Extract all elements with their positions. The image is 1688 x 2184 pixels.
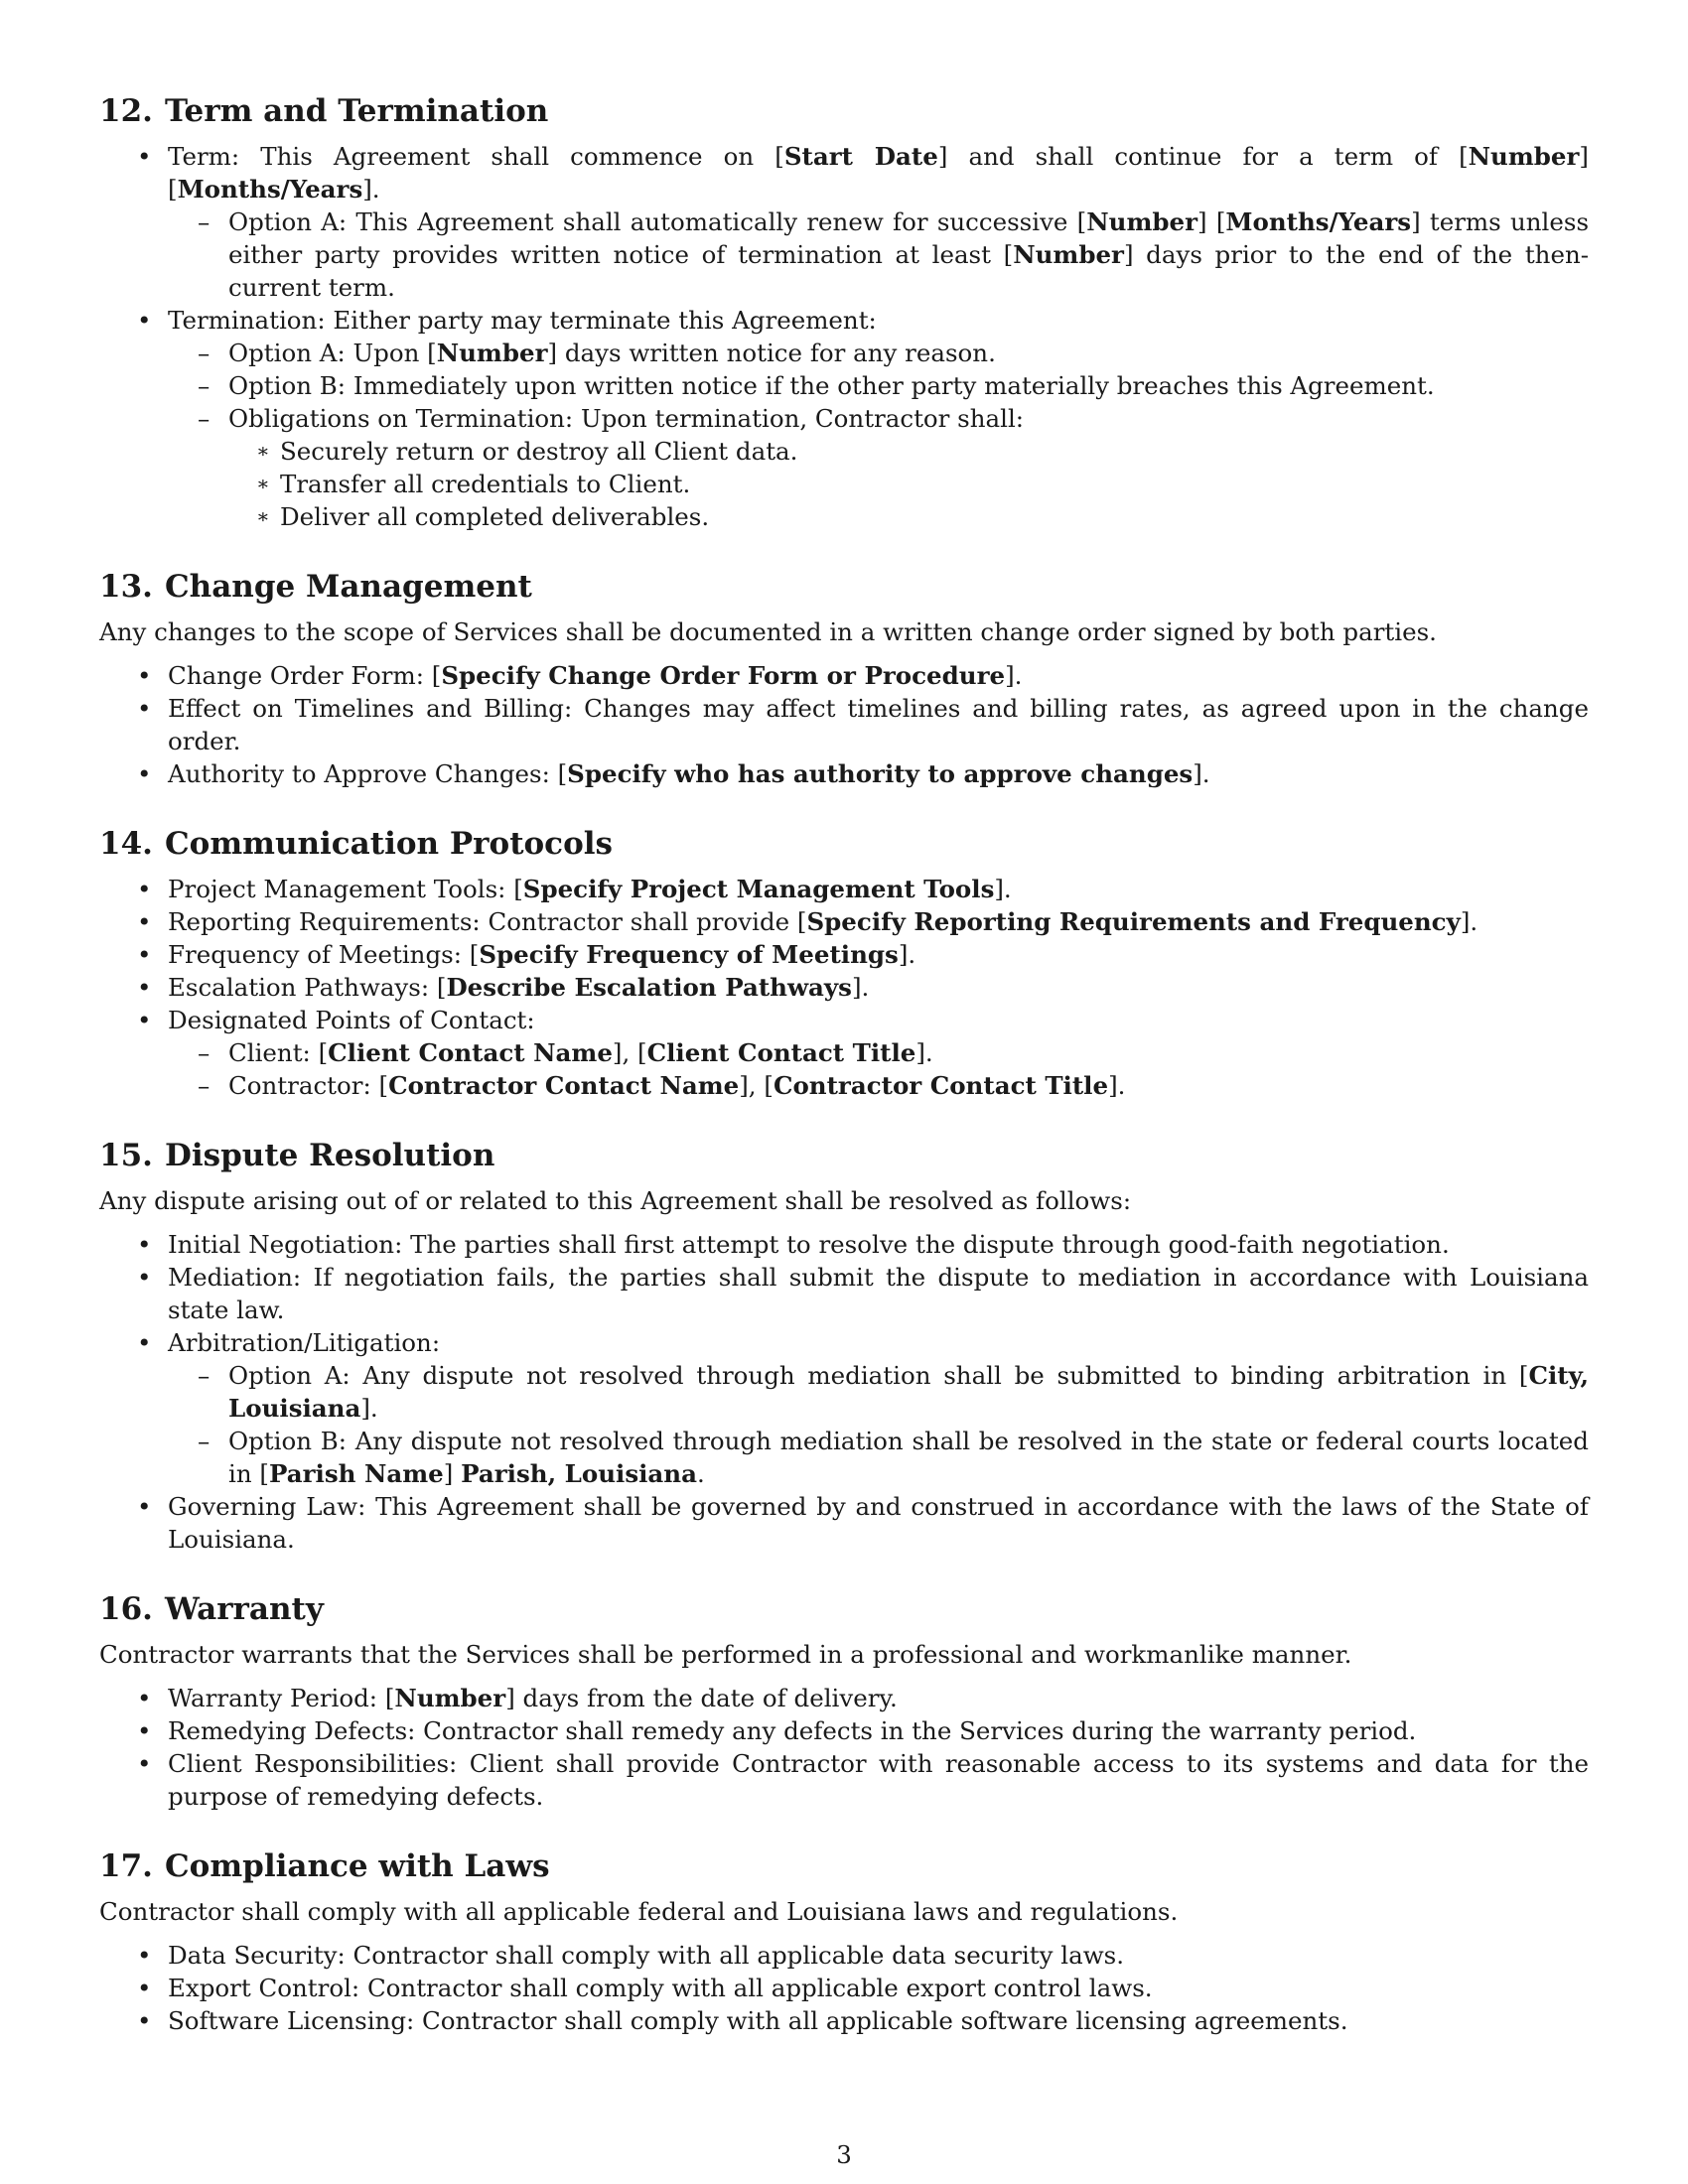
bullet-marker: • <box>137 1230 152 1259</box>
bullet-marker: • <box>137 1328 152 1357</box>
text-run: Option A: This Agreement shall automatically renew for successive [ <box>228 207 1087 236</box>
text-run: Frequency of Meetings: [ <box>168 940 480 969</box>
section-heading <box>99 91 1589 131</box>
section-intro: Any changes to the scope of Services shall be documented in a written change order signed by both parties. <box>99 617 1437 646</box>
bullet-list <box>99 1939 1589 2037</box>
dash-marker: – <box>198 1071 211 1100</box>
text-run: ] days prior to the end of the then-current term. <box>228 240 1590 302</box>
sub-list <box>168 337 1589 533</box>
section-heading <box>99 824 1589 864</box>
list-item-text <box>168 1682 1589 1714</box>
sub-list-item <box>168 1036 1589 1069</box>
list-item-text <box>168 1714 1589 1747</box>
sub-list-item-text <box>228 402 1589 435</box>
text-run: Option A: Upon [ <box>228 339 437 367</box>
section-number: 15. <box>99 1138 153 1173</box>
list-item <box>99 757 1589 790</box>
bullet-list <box>99 1228 1589 1556</box>
text-run: ] days written notice for any reason. <box>547 339 996 367</box>
text-run: ] and shall continue for a term of [ <box>937 142 1469 171</box>
sub-list-item-text <box>228 1036 1589 1069</box>
section-number: 16. <box>99 1591 153 1627</box>
bullet-marker: • <box>137 1716 152 1745</box>
list-item-text <box>168 1228 1589 1261</box>
bullet-marker: • <box>137 142 152 171</box>
sub-list-item <box>168 402 1589 533</box>
sub-sub-list <box>228 435 1589 533</box>
sub-list-item-text <box>228 369 1589 402</box>
placeholder-field: Number <box>436 339 548 367</box>
sub-sub-list-item-text <box>280 435 1589 468</box>
list-item-text <box>168 873 1589 905</box>
section-s15 <box>99 1136 1589 1556</box>
sub-list-item <box>168 1425 1589 1490</box>
sub-sub-list-item-text <box>280 500 1589 533</box>
bullet-list <box>99 140 1589 533</box>
dash-marker: – <box>198 371 211 400</box>
sub-list <box>168 1036 1589 1102</box>
asterisk-marker: ∗ <box>256 472 270 495</box>
section-title: Term and Termination <box>165 93 549 129</box>
section-s14 <box>99 824 1589 1102</box>
text-run: ]. <box>898 940 916 969</box>
text-run: ]. <box>1005 661 1023 690</box>
bullet-list <box>99 659 1589 790</box>
asterisk-marker: ∗ <box>256 439 270 463</box>
text-run: ] terms unless either party provides written notice of termination at least [ <box>228 207 1590 269</box>
text-run: Change Order Form: [ <box>168 661 442 690</box>
text-run: ] [ <box>168 142 1589 204</box>
bullet-marker: • <box>137 1006 152 1034</box>
text-run: Reporting Requirements: Contractor shall provide [ <box>168 907 807 936</box>
text-run: Designated Points of Contact: <box>168 1006 535 1034</box>
placeholder-field: Number <box>394 1684 506 1712</box>
text-run: ]. <box>360 1394 378 1423</box>
placeholder-field: Number <box>1468 142 1580 171</box>
section-title: Dispute Resolution <box>165 1138 495 1173</box>
sub-list-item <box>168 369 1589 402</box>
sub-list <box>168 1359 1589 1490</box>
document-page <box>99 91 1589 2071</box>
page-number: 3 <box>836 2140 852 2169</box>
text-run: Option B: Immediately upon written notice if the other party materially breaches this Agreement. <box>228 371 1435 400</box>
section-title: Communication Protocols <box>165 826 613 862</box>
placeholder-field: Specify who has authority to approve changes <box>567 759 1194 788</box>
sub-list-item <box>168 1069 1589 1102</box>
list-item <box>99 1261 1589 1326</box>
text-run: Option B: Any dispute not resolved through mediation shall be resolved in the state or federal courts located in [ <box>228 1427 1589 1488</box>
list-item-text <box>168 304 1589 337</box>
text-run: Transfer all credentials to Client. <box>280 470 691 498</box>
text-run: ] <box>443 1459 462 1488</box>
placeholder-field: City, Louisiana <box>228 1361 1589 1423</box>
section-title: Warranty <box>165 1591 324 1627</box>
list-item-text <box>168 659 1589 692</box>
text-run: Client Responsibilities: Client shall provide Contractor with reasonable access to its systems and data for the purpose of remedying defects. <box>168 1749 1589 1811</box>
sub-list-item <box>168 205 1589 304</box>
text-run: Effect on Timelines and Billing: Changes may affect timelines and billing rates, as agreed upon in the change order. <box>168 694 1589 755</box>
bullet-marker: • <box>137 973 152 1002</box>
placeholder-field: Specify Reporting Requirements and Frequency <box>806 907 1461 936</box>
text-run: Warranty Period: [ <box>168 1684 395 1712</box>
placeholder-field: Client Contact Title <box>646 1038 916 1067</box>
bullet-marker: • <box>137 1492 152 1521</box>
dash-marker: – <box>198 339 211 367</box>
list-item <box>99 1714 1589 1747</box>
section-s12 <box>99 91 1589 533</box>
bullet-marker: • <box>137 694 152 723</box>
section-heading <box>99 1136 1589 1175</box>
text-run: Data Security: Contractor shall comply with all applicable data security laws. <box>168 1941 1125 1970</box>
bullet-marker: • <box>137 1974 152 2002</box>
list-item-text <box>168 1972 1589 2004</box>
sub-list <box>168 205 1589 304</box>
list-item-text <box>168 140 1589 205</box>
sub-list-item <box>168 337 1589 369</box>
text-run: Arbitration/Litigation: <box>168 1328 441 1357</box>
text-run: ] days from the date of delivery. <box>505 1684 898 1712</box>
section-number: 12. <box>99 93 153 129</box>
placeholder-field: Months/Years <box>1225 207 1412 236</box>
placeholder-field: Specify Change Order Form or Procedure <box>441 661 1006 690</box>
dash-marker: – <box>198 1361 211 1390</box>
text-run: Deliver all completed deliverables. <box>280 502 710 531</box>
list-item <box>99 304 1589 533</box>
text-run: Remedying Defects: Contractor shall remedy any defects in the Services during the warranty period. <box>168 1716 1417 1745</box>
section-s17 <box>99 1846 1589 2037</box>
text-run: Contractor: [ <box>228 1071 389 1100</box>
bullet-marker: • <box>137 940 152 969</box>
list-item <box>99 1004 1589 1102</box>
dash-marker: – <box>198 1427 211 1455</box>
section-heading <box>99 1589 1589 1629</box>
text-run: ]. <box>994 875 1012 903</box>
list-item-text <box>168 1004 1589 1036</box>
text-run: Governing Law: This Agreement shall be governed by and construed in accordance with the laws of the State of Louisiana. <box>168 1492 1589 1554</box>
dash-marker: – <box>198 1038 211 1067</box>
text-run: ] [ <box>1197 207 1226 236</box>
list-item-text <box>168 2004 1589 2037</box>
list-item <box>99 140 1589 304</box>
text-run: ]. <box>1460 907 1478 936</box>
placeholder-field: Contractor Contact Title <box>773 1071 1109 1100</box>
bullet-marker: • <box>137 1684 152 1712</box>
bullet-list <box>99 1682 1589 1813</box>
sub-list-item-text <box>228 1359 1589 1425</box>
list-item <box>99 659 1589 692</box>
bullet-marker: • <box>137 759 152 788</box>
placeholder-field: Specify Frequency of Meetings <box>479 940 899 969</box>
text-run: ], [ <box>739 1071 774 1100</box>
placeholder-field: Parish, Louisiana <box>461 1459 697 1488</box>
bullet-marker: • <box>137 661 152 690</box>
list-item <box>99 1939 1589 1972</box>
list-item <box>99 1490 1589 1556</box>
list-item <box>99 1228 1589 1261</box>
placeholder-field: Months/Years <box>177 175 363 204</box>
list-item <box>99 1747 1589 1813</box>
text-run: Termination: Either party may terminate this Agreement: <box>168 306 877 335</box>
list-item <box>99 905 1589 938</box>
sub-list-item-text <box>228 1069 1589 1102</box>
dash-marker: – <box>198 404 211 433</box>
section-heading <box>99 567 1589 607</box>
list-item <box>99 692 1589 757</box>
list-item-text <box>168 938 1589 971</box>
text-run: Initial Negotiation: The parties shall first attempt to resolve the dispute through good-faith negotiation. <box>168 1230 1450 1259</box>
bullet-marker: • <box>137 1941 152 1970</box>
list-item <box>99 938 1589 971</box>
bullet-marker: • <box>137 907 152 936</box>
text-run: Export Control: Contractor shall comply with all applicable export control laws. <box>168 1974 1153 2002</box>
text-run: Escalation Pathways: [ <box>168 973 447 1002</box>
placeholder-field: Client Contact Name <box>328 1038 613 1067</box>
sub-list-item-text <box>228 205 1589 304</box>
sub-sub-list-item <box>228 500 1589 533</box>
text-run: Securely return or destroy all Client data. <box>280 437 798 466</box>
bullet-marker: • <box>137 306 152 335</box>
list-item <box>99 1326 1589 1490</box>
text-run: ]. <box>362 175 380 204</box>
list-item <box>99 873 1589 905</box>
sub-sub-list-item <box>228 468 1589 500</box>
text-run: ]. <box>915 1038 933 1067</box>
text-run: Term: This Agreement shall commence on [ <box>168 142 784 171</box>
text-run: Software Licensing: Contractor shall comply with all applicable software licensing agreements. <box>168 2006 1348 2035</box>
text-run: ], [ <box>612 1038 647 1067</box>
section-number: 17. <box>99 1848 153 1884</box>
list-item-text <box>168 971 1589 1004</box>
bullet-marker: • <box>137 1263 152 1292</box>
bullet-marker: • <box>137 2006 152 2035</box>
text-run: Client: [ <box>228 1038 329 1067</box>
section-number: 13. <box>99 569 153 605</box>
bullet-marker: • <box>137 875 152 903</box>
placeholder-field: Specify Project Management Tools <box>522 875 995 903</box>
section-number: 14. <box>99 826 153 862</box>
list-item <box>99 1682 1589 1714</box>
section-s13 <box>99 567 1589 790</box>
text-run: ]. <box>1193 759 1210 788</box>
list-item-text <box>168 1939 1589 1972</box>
list-item-text <box>168 1490 1589 1556</box>
list-item-text <box>168 1261 1589 1326</box>
list-item-text <box>168 905 1589 938</box>
list-item-text <box>168 757 1589 790</box>
section-heading <box>99 1846 1589 1886</box>
bullet-marker: • <box>137 1749 152 1778</box>
text-run: Authority to Approve Changes: [ <box>168 759 568 788</box>
text-run: . <box>696 1459 705 1488</box>
text-run: Mediation: If negotiation fails, the parties shall submit the dispute to mediation in accordance with Louisiana state law. <box>168 1263 1589 1324</box>
list-item-text <box>168 692 1589 757</box>
list-item-text <box>168 1326 1589 1359</box>
sub-sub-list-item-text <box>280 468 1589 500</box>
placeholder-field: Describe Escalation Pathways <box>446 973 852 1002</box>
placeholder-field: Start Date <box>783 142 938 171</box>
placeholder-field: Number <box>1013 240 1124 269</box>
asterisk-marker: ∗ <box>256 504 270 528</box>
section-intro: Contractor warrants that the Services shall be performed in a professional and workmanlike manner. <box>99 1640 1352 1669</box>
list-item-text <box>168 1747 1589 1813</box>
placeholder-field: Parish Name <box>268 1459 444 1488</box>
placeholder-field: Number <box>1086 207 1198 236</box>
sub-list-item <box>168 1359 1589 1425</box>
text-run: Project Management Tools: [ <box>168 875 523 903</box>
text-run: Obligations on Termination: Upon termination, Contractor shall: <box>228 404 1025 433</box>
placeholder-field: Contractor Contact Name <box>388 1071 740 1100</box>
list-item <box>99 2004 1589 2037</box>
section-title: Change Management <box>165 569 532 605</box>
text-run: ]. <box>1108 1071 1126 1100</box>
section-intro: Contractor shall comply with all applicable federal and Louisiana laws and regulations. <box>99 1897 1179 1926</box>
list-item <box>99 1972 1589 2004</box>
text-run: Option A: Any dispute not resolved through mediation shall be submitted to binding arbitration in [ <box>228 1361 1529 1390</box>
section-title: Compliance with Laws <box>165 1848 550 1884</box>
sub-list-item-text <box>228 1425 1589 1490</box>
sub-list-item-text <box>228 337 1589 369</box>
list-item <box>99 971 1589 1004</box>
section-s16 <box>99 1589 1589 1813</box>
section-intro: Any dispute arising out of or related to this Agreement shall be resolved as follows: <box>99 1186 1132 1215</box>
text-run: ]. <box>851 973 870 1002</box>
dash-marker: – <box>198 207 211 236</box>
bullet-list <box>99 873 1589 1102</box>
sub-sub-list-item <box>228 435 1589 468</box>
